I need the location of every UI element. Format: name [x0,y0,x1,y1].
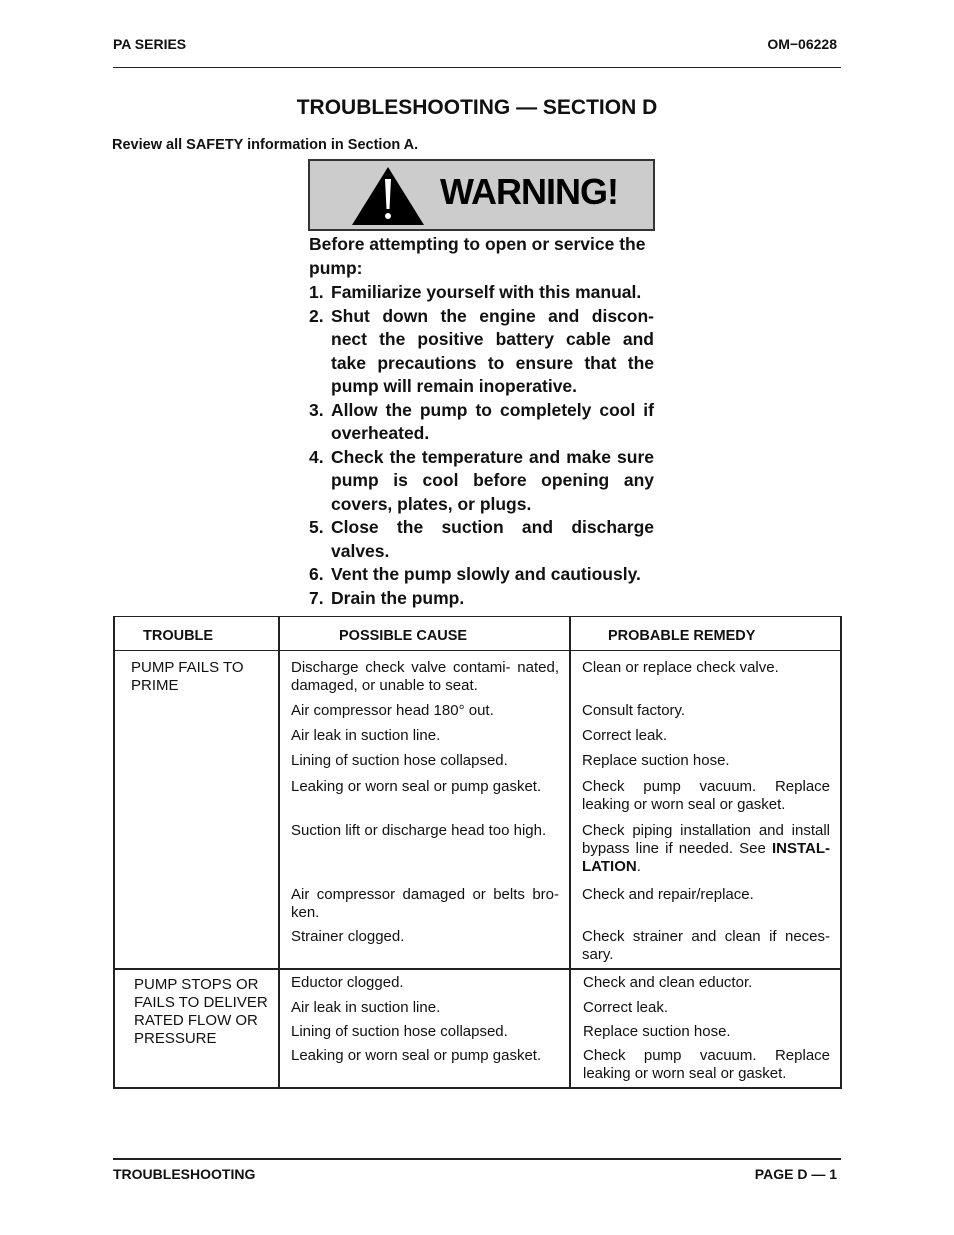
warning-step: 6. Vent the pump slowly and cautiously. [309,564,641,584]
warning-step: 1. Familiarize yourself with this manual. [309,282,642,302]
warning-triangle-icon [350,165,426,227]
trouble-cell: PUMP STOPS OR FAILS TO DELIVER RATED FLOW OR PRESSURE [114,969,279,1088]
troubleshooting-table [113,616,842,1089]
warning-step: 5. Close the suction and discharge valves. [309,517,654,561]
warning-label: WARNING! [440,171,618,212]
cause-item: Air leak in suction line. [291,727,441,744]
warning-step: 2. Shut down the engine and discon- nect the positive battery cable and take precautions to ensure that the pump will remain inoperative. [309,305,654,396]
remedy-item: Consult factory. [582,702,686,719]
column-header-cause: POSSIBLE CAUSE [279,617,570,651]
footer-rule [113,1158,841,1160]
cause-item: Eductor clogged. [291,974,404,991]
remedy-item: Check strainer and clean if neces- sary. [582,928,830,963]
section-title: TROUBLESHOOTING — SECTION D [296,96,658,119]
cause-item: Air compressor damaged or belts bro- ken. [291,886,559,921]
header-doc-number: OM−06228 [767,36,837,52]
remedy-item: Correct leak. [583,999,669,1016]
table-header-row [114,617,841,651]
warning-intro: Before attempting to open or service the pump: [309,234,646,278]
cause-item: Air leak in suction line. [291,999,441,1016]
warning-step: 4. Check the temperature and make sure pump is cool before opening any covers, plates, or plugs. [309,446,654,514]
header-rule [113,67,841,68]
footer-section: TROUBLESHOOTING [113,1166,256,1182]
table-row [114,651,841,970]
cause-item: Leaking or worn seal or pump gasket. [291,1047,542,1064]
warning-banner [308,159,655,231]
remedy-item: Check and repair/replace. [582,886,754,903]
remedy-item: Check pump vacuum. Replace leaking or worn seal or gasket. [583,1047,830,1082]
remedy-cell [570,651,841,970]
warning-steps [309,281,654,610]
installation-reference: INSTAL- LATION [582,840,830,875]
review-note: Review all SAFETY information in Section A. [112,137,419,153]
remedy-item: Check pump vacuum. Replace leaking or worn seal or gasket. [582,778,830,813]
remedy-item: Replace suction hose. [583,1023,731,1040]
cause-item: Lining of suction hose collapsed. [291,752,508,769]
remedy-item: Replace suction hose. [582,752,730,769]
remedy-item: Correct leak. [582,727,668,744]
cause-cell [279,969,570,1088]
remedy-item: Clean or replace check valve. [582,659,779,676]
remedy-item: Check and clean eductor. [583,974,753,991]
warning-step: 7. Drain the pump. [309,587,465,608]
remedy-cell [570,969,841,1088]
trouble-cell: PUMP FAILS TO PRIME [114,651,279,970]
cause-cell [279,651,570,970]
column-header-remedy: PROBABLE REMEDY [570,617,841,651]
cause-item: Suction lift or discharge head too high. [291,822,547,839]
cause-item: Lining of suction hose collapsed. [291,1023,508,1040]
cause-item: Air compressor head 180° out. [291,702,494,719]
warning-body [309,233,654,610]
footer-page-number: PAGE D — 1 [754,1166,837,1182]
cause-item: Strainer clogged. [291,928,405,945]
column-header-trouble: TROUBLE [114,617,279,651]
cause-item: Discharge check valve contami- nated, damaged, or unable to seat. [291,659,559,694]
remedy-item: Check piping installation and install bypass line if needed. See INSTAL- LATION. [582,822,830,875]
warning-step: 3. Allow the pump to completely cool if overheated. [309,399,654,443]
header-series: PA SERIES [113,36,187,52]
cause-item: Leaking or worn seal or pump gasket. [291,778,542,795]
table-row [114,969,841,1088]
